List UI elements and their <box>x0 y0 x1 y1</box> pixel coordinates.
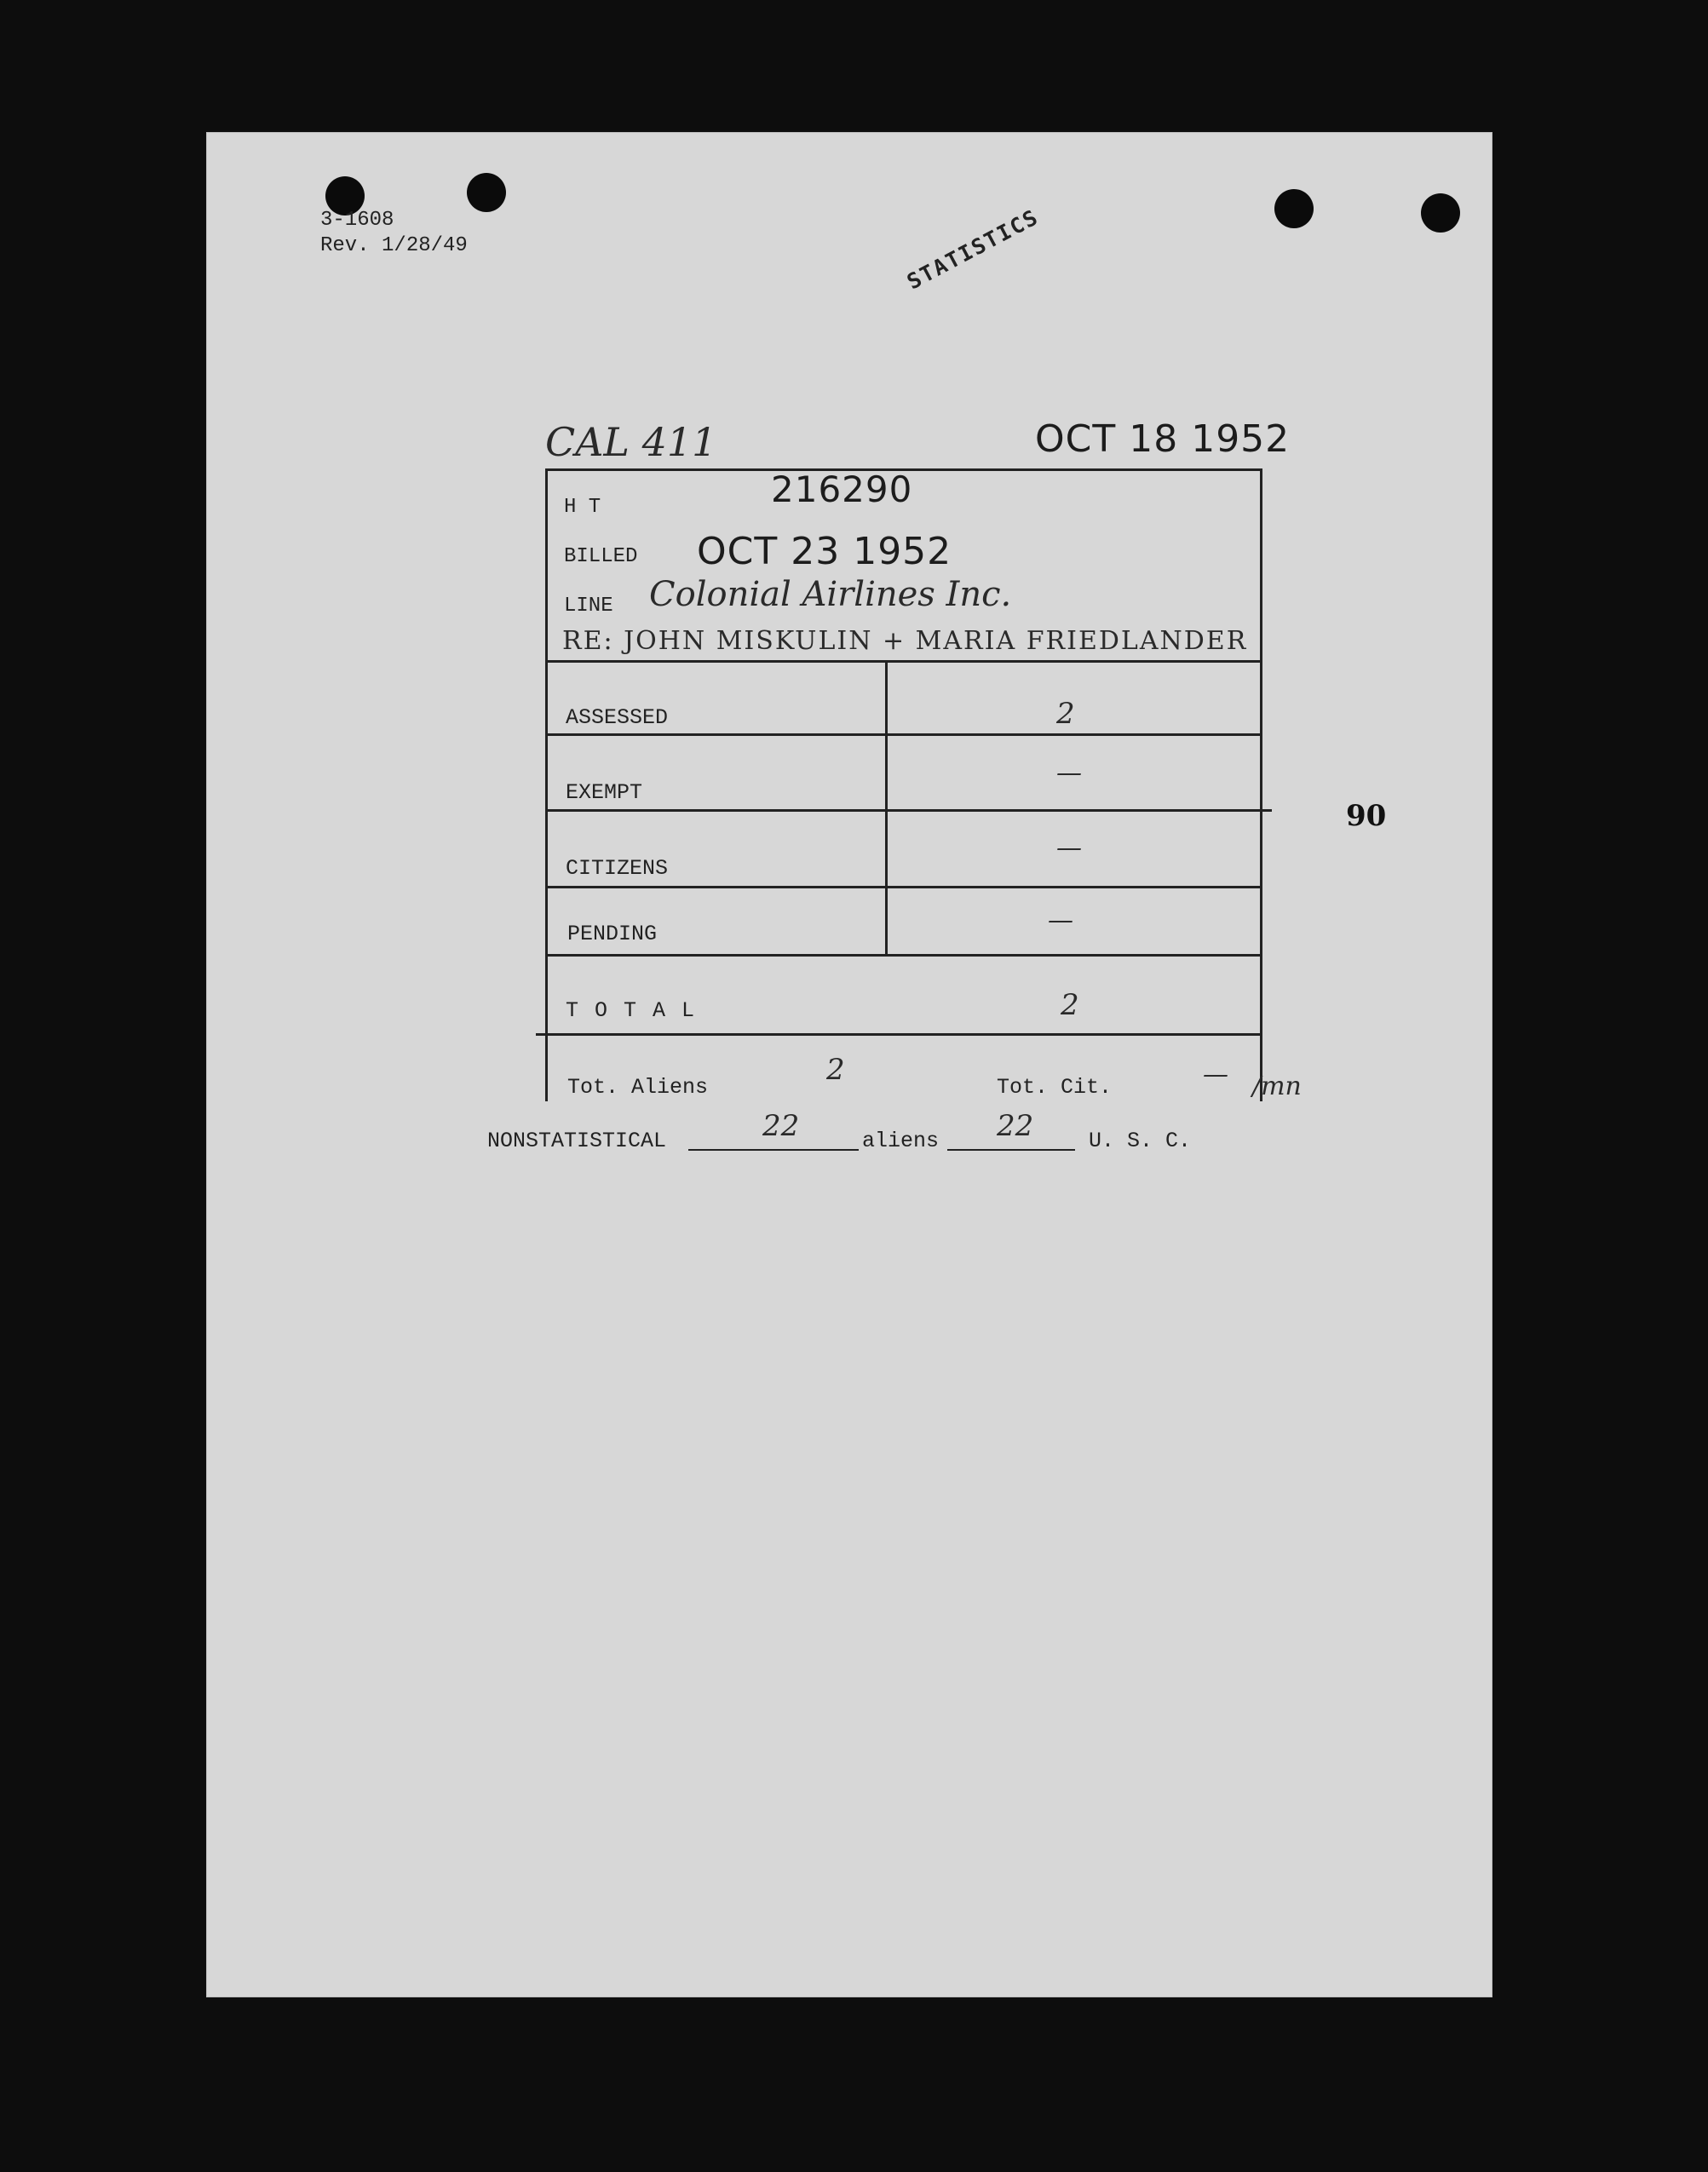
row-value-assessed: 2 <box>1056 697 1075 731</box>
row-label-citizens: CITIZENS <box>566 856 669 881</box>
tot-aliens-value: 2 <box>826 1053 845 1087</box>
nonstatistical-label: NONSTATISTICAL <box>487 1129 667 1153</box>
column-divider <box>885 660 888 954</box>
re-passengers: RE: JOHN MISKULIN + MARIA FRIEDLANDER <box>562 626 1248 656</box>
row-label-exempt: EXEMPT <box>566 780 643 805</box>
statistics-stamp: STATISTICS <box>903 204 1044 295</box>
billed-date-stamp: OCT 23 1952 <box>697 530 952 573</box>
row-value-pending: — <box>1048 905 1073 935</box>
row-label-pending: PENDING <box>567 922 658 946</box>
row-value-exempt: — <box>1056 758 1082 788</box>
page-number: 90 <box>1346 799 1387 833</box>
ht-label: H T <box>564 496 601 519</box>
divider <box>548 809 1272 812</box>
divider <box>548 733 1260 736</box>
nonstatistical-aliens-value: 22 <box>762 1109 800 1143</box>
handwritten-reference: CAL 411 <box>545 419 717 465</box>
carrier-name: Colonial Airlines Inc. <box>649 575 1012 614</box>
tot-aliens-label: Tot. Aliens <box>567 1075 709 1100</box>
divider <box>548 954 1260 957</box>
punch-hole <box>467 173 506 212</box>
divider <box>548 660 1260 663</box>
nonstatistical-usc-value: 22 <box>997 1109 1034 1143</box>
tot-cit-label: Tot. Cit. <box>997 1075 1113 1100</box>
billed-label: BILLED <box>564 545 638 568</box>
row-value-citizens: — <box>1056 833 1082 863</box>
punch-hole <box>1421 193 1460 233</box>
ht-number: 216290 <box>771 468 913 510</box>
divider <box>548 886 1260 888</box>
initials: /mn <box>1252 1072 1302 1101</box>
divider <box>536 1033 1260 1036</box>
nonstatistical-aliens-label: aliens <box>862 1129 940 1153</box>
tot-cit-value: — <box>1203 1060 1228 1089</box>
total-value: 2 <box>1061 988 1079 1022</box>
row-label-assessed: ASSESSED <box>566 705 669 730</box>
line-label: LINE <box>564 595 613 618</box>
total-label: T O T A L <box>566 998 697 1023</box>
nonstatistical-usc-label: U. S. C. <box>1089 1129 1192 1153</box>
form-revision: Rev. 1/28/49 <box>320 234 468 257</box>
punch-hole <box>1274 189 1314 228</box>
received-date-stamp: OCT 18 1952 <box>1035 417 1291 461</box>
form-number: 3-1608 <box>320 209 394 232</box>
nonstatistical-usc-blank <box>947 1149 1075 1151</box>
nonstatistical-aliens-blank <box>688 1149 859 1151</box>
